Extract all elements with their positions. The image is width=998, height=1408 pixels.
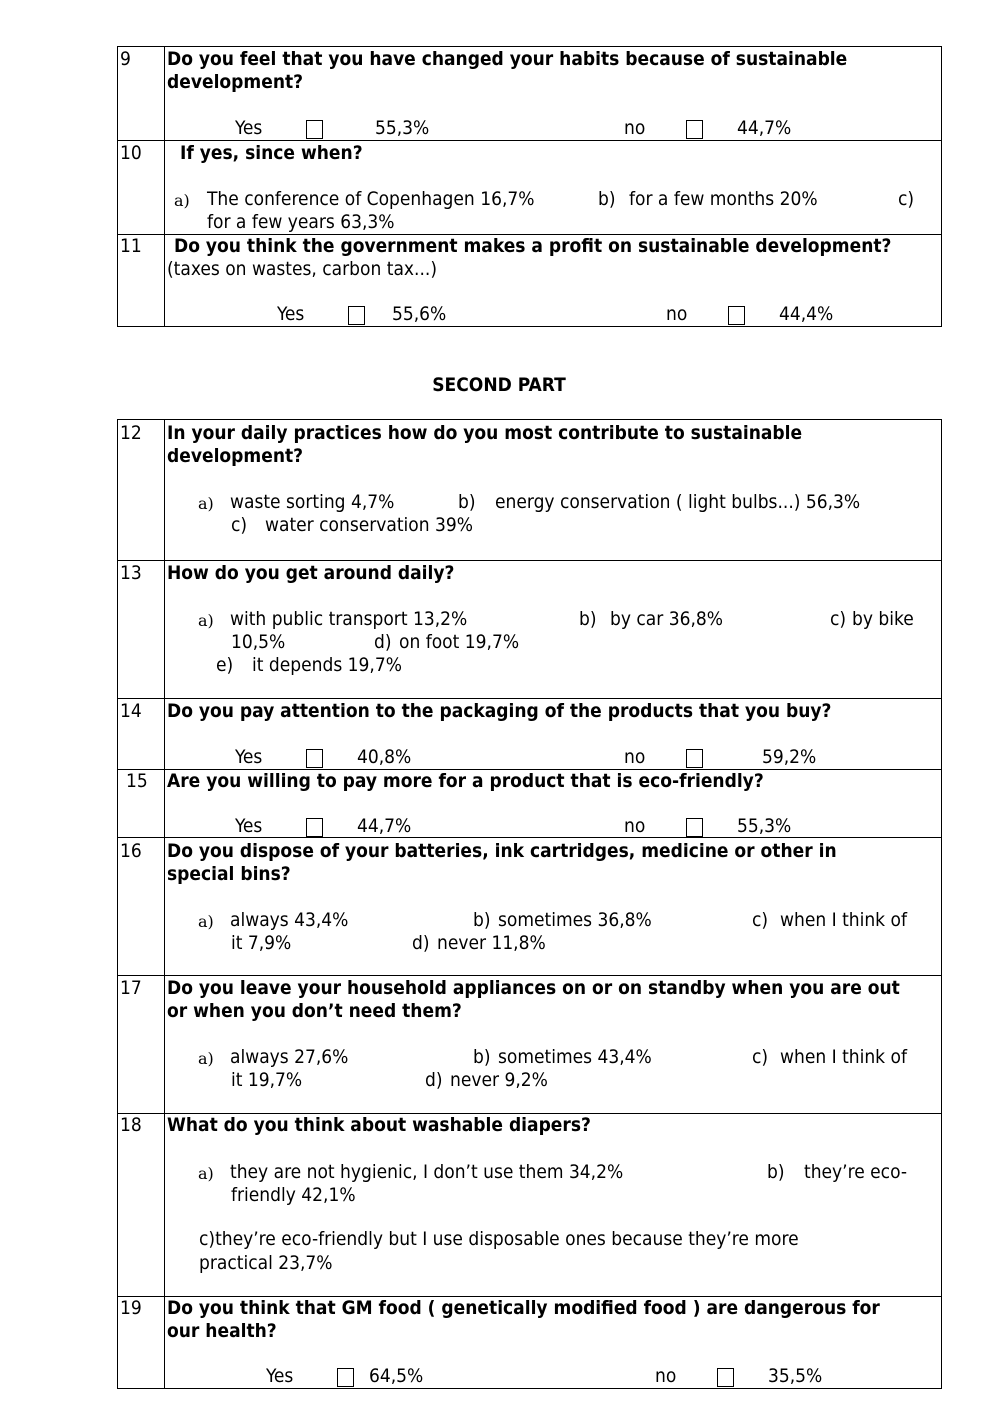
question-number: 11 [120,235,142,257]
column-divider [164,419,165,1389]
yes-label: Yes [277,303,305,325]
question-number: 9 [120,48,131,70]
no-checkbox[interactable] [686,120,703,139]
yes-checkbox[interactable] [348,306,365,325]
option-letter: c) [898,188,915,210]
option-text: when I think of [780,1046,907,1068]
question-number: 16 [120,840,142,862]
section-title: SECOND PART [432,374,566,396]
option-letter: a) [198,912,214,931]
no-checkbox[interactable] [686,749,703,768]
option-text: by car 36,8% [610,608,724,630]
row-divider [117,560,942,561]
row-divider [117,698,942,699]
option-letter: a) [198,1049,214,1068]
option-letter: e) [216,654,234,676]
question-text: Do you think the government makes a profit on sustainable development? [174,235,892,257]
option-text: sometimes 43,4% [498,1046,652,1068]
question-number: 12 [120,422,142,444]
no-checkbox[interactable] [686,818,703,837]
no-label: no [624,746,646,768]
yes-percentage: 40,8% [357,746,412,768]
yes-label: Yes [235,117,263,139]
question-text: or when you don’t need them? [167,1000,462,1022]
yes-checkbox[interactable] [306,120,323,139]
question-number: 19 [120,1297,142,1319]
no-percentage: 59,2% [762,746,817,768]
option-text: practical 23,7% [199,1252,333,1274]
row-divider [117,140,942,141]
question-number: 13 [120,562,142,584]
yes-label: Yes [235,746,263,768]
question-text: Do you feel that you have changed your habits because of sustainable [167,48,848,70]
no-percentage: 44,7% [737,117,792,139]
question-subtext: (taxes on wastes, carbon tax...) [167,258,437,280]
no-label: no [666,303,688,325]
option-text: it depends 19,7% [252,654,402,676]
question-text: How do you get around daily? [167,562,455,584]
yes-checkbox[interactable] [337,1368,354,1387]
no-percentage: 55,3% [737,815,792,837]
column-divider [164,46,165,327]
question-text: development? [167,445,304,467]
option-text: always 43,4% [230,909,349,931]
yes-checkbox[interactable] [306,749,323,768]
yes-label: Yes [235,815,263,837]
yes-percentage: 64,5% [369,1365,424,1387]
question-text: development? [167,71,304,93]
question-number: 17 [120,977,142,999]
option-letter: a) [198,1164,214,1183]
no-checkbox[interactable] [728,306,745,325]
option-letter: a) [198,494,214,513]
option-letter: b) [458,491,476,513]
no-label: no [655,1365,677,1387]
table-bottom-border [117,1388,942,1389]
table-bottom-border [117,326,942,327]
row-divider [117,975,942,976]
question-number: 10 [120,142,142,164]
option-letter: b) [767,1161,785,1183]
question-text: our health? [167,1320,277,1342]
question-text: Do you pay attention to the packaging of the products that you buy? [167,700,832,722]
yes-percentage: 55,3% [375,117,430,139]
option-text: for a few months 20% [629,188,818,210]
option-letter: d) [425,1069,443,1091]
option-text: never 11,8% [437,932,546,954]
option-letter: b) [473,1046,491,1068]
yes-percentage: 55,6% [392,303,447,325]
option-text: waste sorting 4,7% [230,491,395,513]
option-text: c)they’re eco-friendly but I use disposable ones because they’re more [199,1228,799,1250]
option-text: they’re eco- [804,1161,908,1183]
question-number: 14 [120,700,142,722]
option-text: sometimes 36,8% [498,909,652,931]
option-text: they are not hygienic, I don’t use them 34,2% [230,1161,624,1183]
no-percentage: 35,5% [768,1365,823,1387]
option-text: friendly 42,1% [231,1184,356,1206]
no-label: no [624,815,646,837]
yes-label: Yes [266,1365,294,1387]
option-letter: b) [579,608,597,630]
option-text: with public transport 13,2% [230,608,468,630]
option-text: always 27,6% [230,1046,349,1068]
option-letter: b) [598,188,616,210]
option-text: The conference of Copenhagen 16,7% [207,188,535,210]
yes-checkbox[interactable] [306,818,323,837]
option-text: by bike [852,608,914,630]
option-text: water conservation 39% [265,514,474,536]
question-text: Do you think that GM food ( genetically modified food ) are dangerous for [167,1297,880,1319]
option-letter: c) [752,909,769,931]
option-letter: a) [174,191,190,210]
option-letter: d) [374,631,392,653]
no-label: no [624,117,646,139]
question-text: special bins? [167,863,291,885]
option-text: never 9,2% [450,1069,548,1091]
option-letter: c) [752,1046,769,1068]
option-text: 10,5% [231,631,286,653]
question-text: If yes, since when? [180,142,363,164]
no-percentage: 44,4% [779,303,834,325]
option-text: it 19,7% [231,1069,303,1091]
option-text: when I think of [780,909,907,931]
question-text: Do you dispose of your batteries, ink cartridges, medicine or other in [167,840,837,862]
option-letter: a) [198,611,214,630]
question-text: Are you willing to pay more for a product that is eco-friendly? [167,770,764,792]
option-text: on foot 19,7% [399,631,520,653]
question-number: 18 [120,1114,142,1136]
yes-percentage: 44,7% [357,815,412,837]
option-letter: c) [231,514,248,536]
option-letter: b) [473,909,491,931]
question-text: What do you think about washable diapers? [167,1114,591,1136]
question-text: In your daily practices how do you most contribute to sustainable [167,422,803,444]
option-letter: c) [830,608,847,630]
option-text: energy conservation ( light bulbs...) 56,3% [495,491,861,513]
option-text: it 7,9% [231,932,292,954]
option-text: for a few years 63,3% [207,211,395,233]
option-letter: d) [412,932,430,954]
question-number: 15 [126,770,148,792]
question-text: Do you leave your household appliances on or on standby when you are out [167,977,900,999]
no-checkbox[interactable] [717,1368,734,1387]
